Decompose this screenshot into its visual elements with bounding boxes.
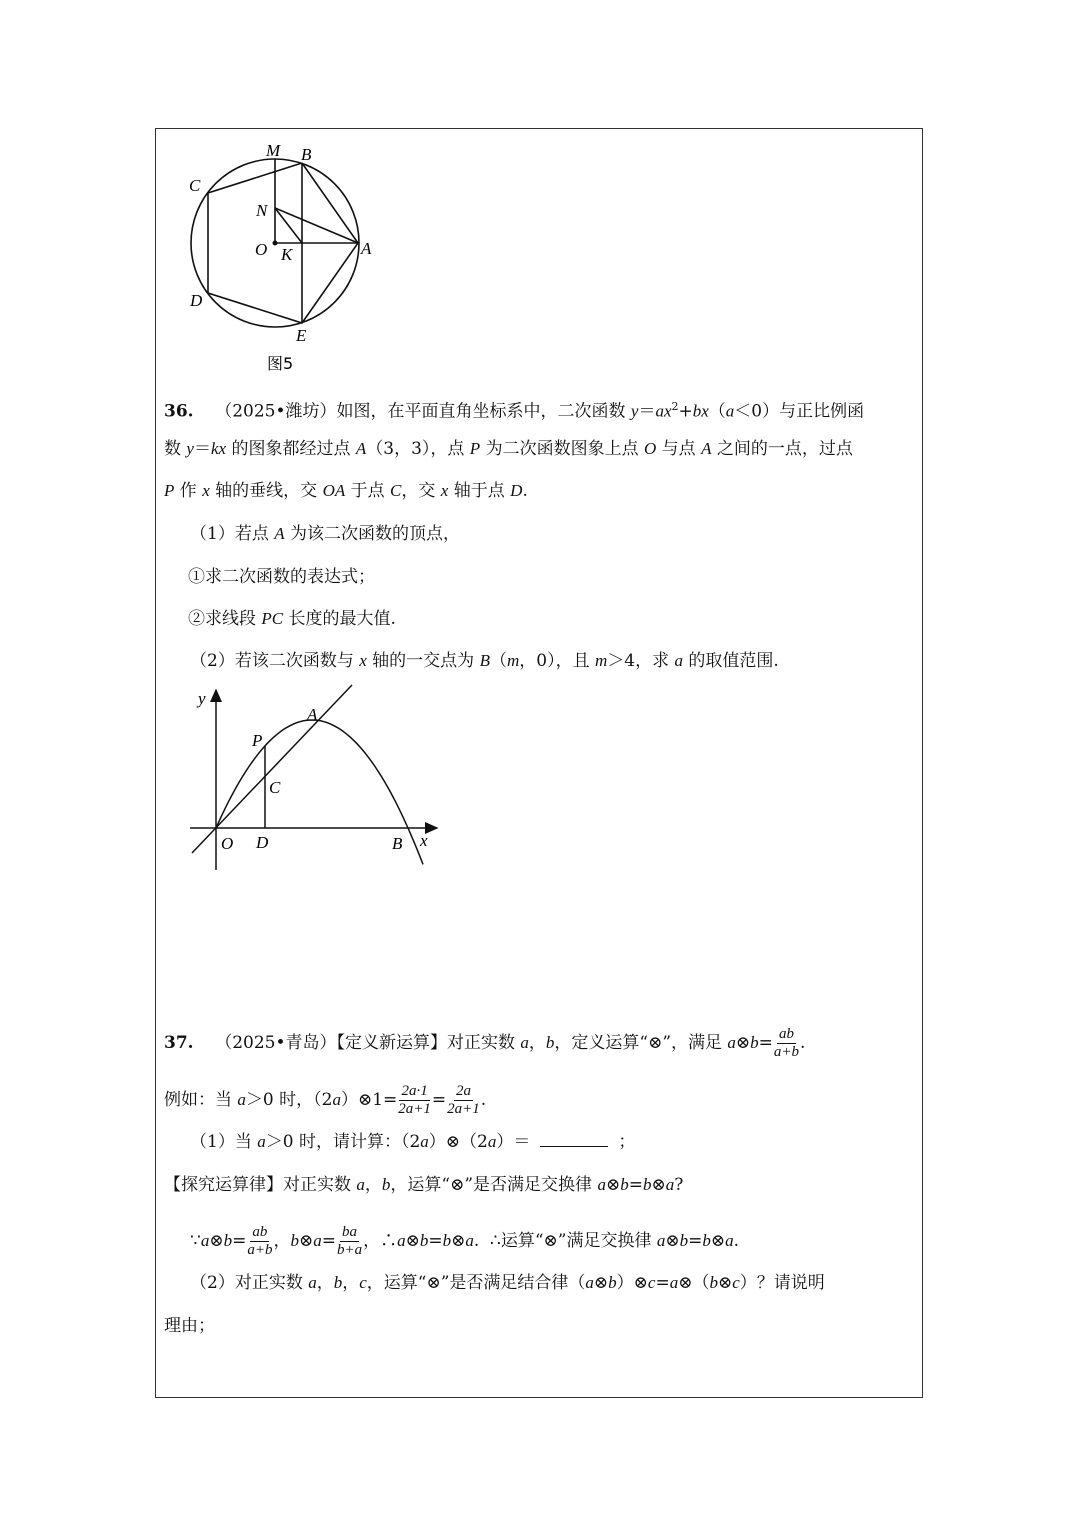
fraction xyxy=(398,1083,431,1118)
exponent: 2 xyxy=(671,400,679,413)
math-var: OA xyxy=(322,481,346,500)
label-x: x xyxy=(420,831,428,850)
text: 长度的最大值. xyxy=(283,609,396,629)
math-var: x xyxy=(359,651,367,670)
label-k: K xyxy=(281,245,293,264)
q37-line xyxy=(190,1224,739,1259)
math-var: B xyxy=(479,651,490,670)
numerator: ab xyxy=(252,1224,268,1240)
text: ＜0）与正比例函 xyxy=(734,401,865,422)
text: 的取值范围. xyxy=(683,651,779,671)
text: 与点 xyxy=(656,439,702,459)
text: ⊗ xyxy=(605,1175,621,1195)
q37-line xyxy=(164,1026,805,1061)
text: 轴的垂线，交 xyxy=(209,481,323,501)
text: . xyxy=(480,1090,487,1110)
denominator: 2a+1 xyxy=(447,1101,480,1117)
text: ， xyxy=(273,1231,291,1251)
text: ， xyxy=(342,1273,360,1293)
numerator: ab xyxy=(778,1026,794,1042)
label-n: N xyxy=(256,201,268,220)
text: = xyxy=(428,1231,443,1251)
math-var: a xyxy=(420,1132,429,1151)
text: ，运算“⊗”是否满足结合律（ xyxy=(366,1273,586,1293)
text: ）？请说明 xyxy=(739,1273,825,1293)
numerator: ba xyxy=(342,1224,358,1240)
text: 为二次函数图象上点 xyxy=(480,439,644,459)
text: （1）当 xyxy=(190,1132,258,1152)
q36-line xyxy=(188,608,396,630)
label-p: P xyxy=(252,731,263,750)
text: ⊗ xyxy=(665,1231,680,1251)
math-var: a xyxy=(656,1231,666,1250)
label-a: A xyxy=(307,705,318,724)
math-var: m xyxy=(506,651,520,670)
math-var: b xyxy=(642,1175,652,1194)
math-var: c xyxy=(359,1273,367,1292)
text: 之间的一点，过点 xyxy=(711,439,853,459)
math-var: b xyxy=(442,1231,452,1250)
denominator: 2a+1 xyxy=(398,1101,431,1117)
q36-line xyxy=(188,566,375,588)
text: （2）若该二次函数与 xyxy=(190,651,360,671)
fraction xyxy=(337,1224,362,1259)
text: = xyxy=(232,1231,247,1251)
text: 例如：当 xyxy=(164,1090,238,1110)
text: = xyxy=(321,1231,336,1251)
question-number: 37. xyxy=(164,1033,194,1053)
text: ）⊗（2 xyxy=(428,1132,488,1152)
math-var: a xyxy=(725,401,735,421)
text: = xyxy=(758,1033,773,1053)
label-d: D xyxy=(190,291,203,310)
math-var: x xyxy=(202,481,210,500)
math-var: a xyxy=(397,1231,406,1250)
text: ＝ xyxy=(638,401,656,422)
q36-line xyxy=(164,396,864,423)
math-var: c xyxy=(732,1273,740,1292)
text: ， xyxy=(528,1033,546,1053)
math-var: c xyxy=(647,1273,656,1292)
text: 的图象都经过点 xyxy=(226,439,356,459)
math-var: a xyxy=(313,1231,322,1250)
q36-line xyxy=(190,650,779,672)
text: ∵ xyxy=(190,1231,201,1251)
label-b: B xyxy=(301,145,312,164)
math-var: A xyxy=(355,439,367,458)
math-var: a xyxy=(237,1090,246,1109)
denominator: a+b xyxy=(773,1044,800,1060)
text: . xyxy=(522,481,528,501)
text: = xyxy=(688,1231,703,1251)
math-var: a xyxy=(200,1231,210,1250)
q37-line xyxy=(190,1272,825,1294)
label-m: M xyxy=(266,141,281,160)
text: = xyxy=(628,1175,643,1195)
text: ＞0 时，（2 xyxy=(245,1090,333,1110)
math-var: C xyxy=(390,481,402,500)
math-var: a xyxy=(356,1175,365,1194)
q36-line xyxy=(190,523,460,545)
text: （2）对正实数 xyxy=(190,1273,309,1293)
label-o: O xyxy=(221,834,234,853)
text: （3，3），点 xyxy=(366,439,470,459)
math-var: x xyxy=(440,481,449,500)
math-var: b xyxy=(333,1273,343,1292)
text: ＝ xyxy=(193,439,211,459)
text: ⊗ xyxy=(710,1231,726,1251)
math-var: kx xyxy=(210,439,227,458)
math-var: a xyxy=(308,1273,317,1292)
label-o: O xyxy=(255,240,268,259)
q36-line xyxy=(164,480,528,502)
math-var: m xyxy=(595,651,608,670)
label-c: C xyxy=(269,778,281,797)
math-var: a xyxy=(520,1033,529,1052)
text: （2025•潍坊）如图，在平面直角坐标系中，二次函数 xyxy=(193,401,631,422)
text: ，定义运算“⊗”，满足 xyxy=(554,1033,728,1053)
math-var: a xyxy=(727,1033,736,1052)
math-var: a xyxy=(585,1273,594,1292)
fraction xyxy=(774,1026,799,1061)
text: ⊗ xyxy=(651,1175,666,1195)
text: ）⊗1= xyxy=(340,1090,398,1110)
q37-line xyxy=(164,1315,215,1337)
fraction xyxy=(447,1083,480,1118)
question-number: 36. xyxy=(164,401,194,422)
text: 轴于点 xyxy=(448,481,511,501)
math-var: b xyxy=(223,1231,233,1250)
text: ； xyxy=(618,1132,636,1152)
math-var: a xyxy=(465,1231,474,1250)
q37-line xyxy=(190,1131,635,1153)
math-var: b xyxy=(290,1231,299,1250)
text: ，运算“⊗”是否满足交换律 xyxy=(390,1175,598,1195)
text: ⊗ xyxy=(735,1033,751,1053)
math-var: b xyxy=(545,1033,555,1052)
text: 【探究运算律】对正实数 xyxy=(164,1175,357,1195)
math-var: P xyxy=(469,439,481,458)
text: （1）若点 xyxy=(190,524,275,544)
text: （ xyxy=(708,401,726,422)
text: 数 xyxy=(164,439,187,459)
math-var: b xyxy=(679,1231,689,1250)
q36-line xyxy=(164,438,853,460)
math-var: a xyxy=(665,1175,675,1194)
math-var: b xyxy=(702,1231,711,1250)
math-var: b xyxy=(709,1273,718,1292)
text: ， xyxy=(316,1273,334,1293)
text: ⊗ xyxy=(593,1273,609,1293)
text: + xyxy=(678,401,693,422)
math-var: b xyxy=(608,1273,617,1292)
math-var: b xyxy=(620,1175,629,1194)
math-var: ax xyxy=(655,401,672,421)
text: ⊗（ xyxy=(678,1273,710,1293)
math-var: b xyxy=(381,1175,391,1194)
point-o xyxy=(273,241,278,246)
text: ? xyxy=(674,1175,684,1195)
text: ）＝ xyxy=(496,1132,531,1152)
label-c: C xyxy=(189,176,201,195)
math-var: b xyxy=(750,1033,759,1052)
figure-5-circle-pentagon xyxy=(0,0,1080,400)
text: ＞4，求 xyxy=(607,651,675,671)
figure-36-parabola-graph xyxy=(0,680,1080,880)
math-var: a xyxy=(257,1132,266,1151)
answer-blank xyxy=(540,1146,608,1147)
q37-line xyxy=(164,1174,683,1196)
text: 为该二次函数的顶点， xyxy=(284,524,461,544)
math-var: PC xyxy=(261,609,284,628)
label-d: D xyxy=(256,833,269,852)
math-var: A xyxy=(274,524,285,543)
math-var: D xyxy=(510,481,523,500)
math-var: a xyxy=(674,651,684,670)
text: ①求二次函数的表达式； xyxy=(188,567,375,587)
label-e: E xyxy=(296,326,307,345)
text: （2025•青岛）【定义新运算】对正实数 xyxy=(193,1033,521,1053)
text: （ xyxy=(489,651,507,671)
text: ，交 xyxy=(401,481,441,501)
math-var: b xyxy=(419,1231,429,1250)
text: ＞0 时，请计算：（2 xyxy=(265,1132,421,1152)
text: . ∴运算“⊗”满足交换律 xyxy=(473,1231,657,1251)
q37-line xyxy=(164,1083,486,1118)
text: 作 xyxy=(174,481,203,501)
text: ⊗ xyxy=(405,1231,420,1251)
numerator: 2a·1 xyxy=(401,1083,428,1099)
math-var: y xyxy=(186,439,194,458)
text: = xyxy=(431,1090,447,1110)
denominator: b+a xyxy=(336,1242,363,1258)
text: ，∴ xyxy=(363,1231,398,1251)
math-var: a xyxy=(332,1090,341,1109)
numerator: 2a xyxy=(455,1083,471,1099)
text: . xyxy=(733,1231,740,1251)
text: 轴的一交点为 xyxy=(366,651,480,671)
math-var: O xyxy=(644,439,657,458)
label-y: y xyxy=(198,689,206,708)
text: ， xyxy=(364,1175,382,1195)
fraction xyxy=(247,1224,272,1259)
text: ⊗ xyxy=(209,1231,224,1251)
denominator: a+b xyxy=(247,1242,273,1258)
text: ②求线段 xyxy=(188,609,262,629)
math-var: A xyxy=(701,439,712,458)
text: ⊗ xyxy=(451,1231,466,1251)
text: ，0），且 xyxy=(519,651,595,671)
math-var: y xyxy=(630,401,639,421)
math-var: a xyxy=(669,1273,679,1292)
text: ）⊗ xyxy=(616,1273,648,1293)
math-var: P xyxy=(164,481,175,500)
label-b: B xyxy=(392,834,403,853)
text: ⊗ xyxy=(717,1273,733,1293)
math-var: bx xyxy=(692,401,709,421)
text: . xyxy=(800,1033,806,1053)
text: = xyxy=(655,1273,670,1293)
text: ⊗ xyxy=(298,1231,314,1251)
text: 于点 xyxy=(345,481,391,501)
math-var: a xyxy=(487,1132,497,1151)
label-a: A xyxy=(361,239,372,258)
math-var: a xyxy=(597,1175,606,1194)
text: 理由； xyxy=(164,1316,215,1336)
figure-caption: 图5 xyxy=(267,354,294,373)
math-var: a xyxy=(725,1231,734,1250)
